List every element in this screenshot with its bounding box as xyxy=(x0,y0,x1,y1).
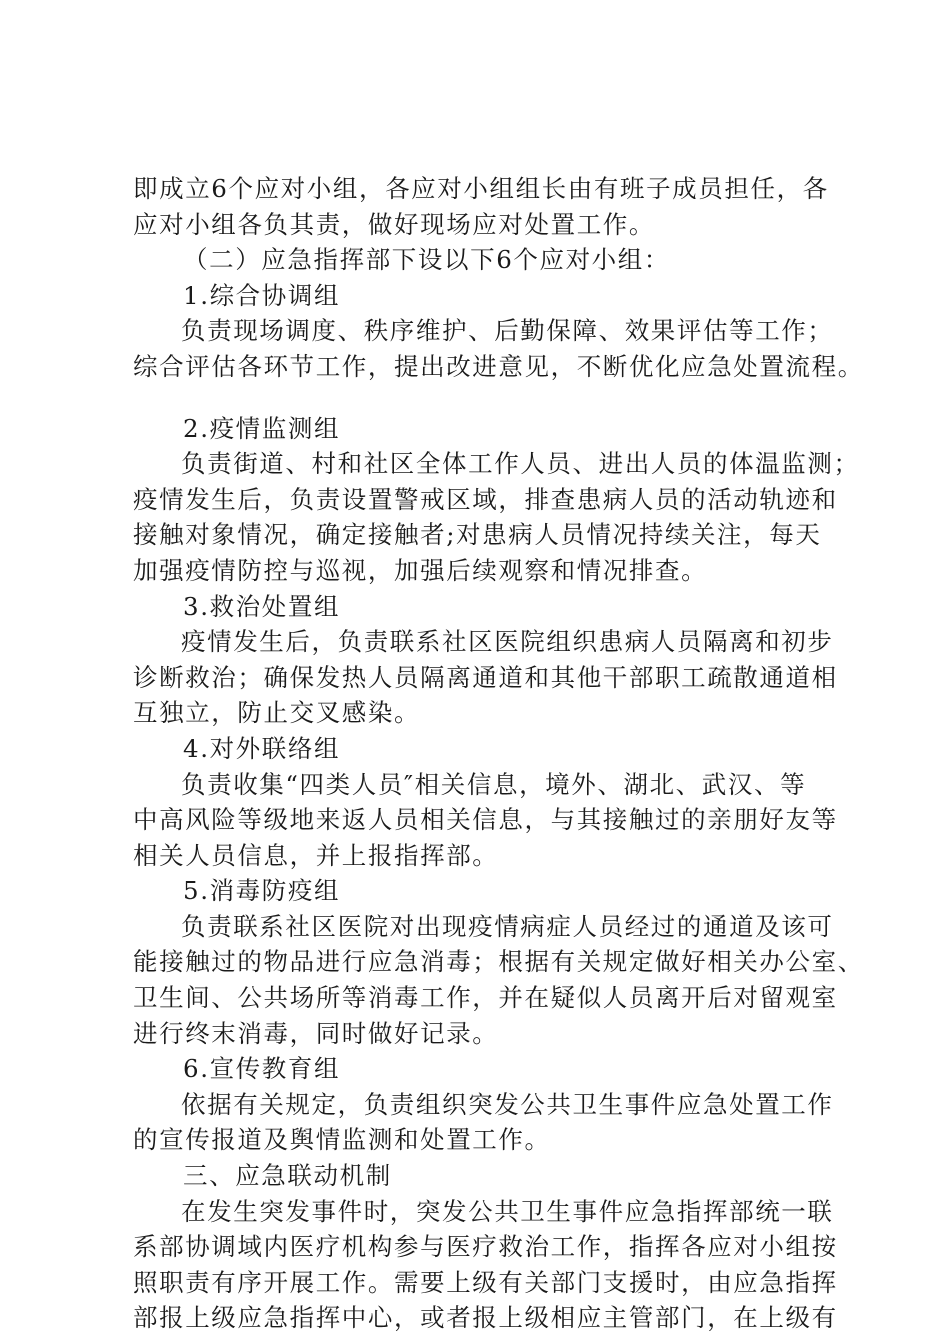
subsection-heading: 1.综合协调组 xyxy=(183,280,341,310)
subsection-heading: 5.消毒防疫组 xyxy=(183,876,341,906)
section-heading: （二）应急指挥部下设以下6个应对小组： xyxy=(183,245,670,275)
paragraph-gap xyxy=(133,385,833,411)
body-text-line: 部报上级应急指挥中心，或者报上级相应主管部门，在上级有 xyxy=(133,1303,838,1333)
body-text-line: 互独立，防止交叉感染。 xyxy=(133,698,421,728)
body-text-line: 应对小组各负其责，做好现场应对处置工作。 xyxy=(133,209,655,239)
body-text-line: 综合评估各环节工作，提出改进意见，不断优化应急处置流程。 xyxy=(133,351,864,381)
body-text-line: 疫情发生后，负责联系社区医院组织患病人员隔离和初步 xyxy=(181,627,834,657)
section-heading: 三、应急联动机制 xyxy=(183,1161,392,1191)
subsection-heading: 3.救治处置组 xyxy=(183,591,341,621)
subsection-heading: 6.宣传教育组 xyxy=(183,1054,341,1084)
body-text-line: 负责街道、村和社区全体工作人员、进出人员的体温监测； xyxy=(181,449,860,479)
body-text-line: 疫情发生后，负责设置警戒区域，排查患病人员的活动轨迹和 xyxy=(133,484,838,514)
body-text-line: 照职责有序开展工作。需要上级有关部门支援时，由应急指挥 xyxy=(133,1267,838,1297)
body-text-line: 负责收集“四类人员″相关信息，境外、湖北、武汉、等 xyxy=(181,769,807,799)
body-text-line: 负责联系社区医院对出现疫情病症人员经过的通道及该可 xyxy=(181,911,834,941)
document-body xyxy=(133,171,864,1336)
body-text-line: 的宣传报道及舆情监测和处置工作。 xyxy=(133,1125,551,1155)
body-text-line: 负责现场调度、秩序维护、后勤保障、效果评估等工作； xyxy=(181,316,834,346)
body-text-line: 中高风险等级地来返人员相关信息，与其接触过的亲朋好友等 xyxy=(133,805,838,835)
body-text-line: 系部协调域内医疗机构参与医疗救治工作，指挥各应对小组按 xyxy=(133,1232,838,1262)
subsection-heading: 4.对外联络组 xyxy=(183,733,341,763)
body-text-line: 相关人员信息，并上报指挥部。 xyxy=(133,840,499,870)
body-text-line: 加强疫情防控与巡视，加强后续观察和情况排查。 xyxy=(133,555,708,585)
subsection-heading: 2.疫情监测组 xyxy=(183,413,341,443)
body-text-line: 在发生突发事件时，突发公共卫生事件应急指挥部统一联 xyxy=(181,1196,834,1226)
body-text-line: 能接触过的物品进行应急消毒；根据有关规定做好相关办公室、 xyxy=(133,947,864,977)
body-text-line: 接触对象情况，确定接触者;对患病人员情况持续关注，每天 xyxy=(133,520,822,550)
body-text-line: 依据有关规定，负责组织突发公共卫生事件应急处置工作 xyxy=(181,1089,834,1119)
body-text-line: 卫生间、公共场所等消毒工作，并在疑似人员离开后对留观室 xyxy=(133,983,838,1013)
body-text-line: 诊断救治；确保发热人员隔离通道和其他干部职工疏散通道相 xyxy=(133,662,838,692)
body-text-line: 即成立6个应对小组，各应对小组组长由有班子成员担任，各 xyxy=(133,174,829,203)
body-text-line: 进行终末消毒，同时做好记录。 xyxy=(133,1018,499,1048)
